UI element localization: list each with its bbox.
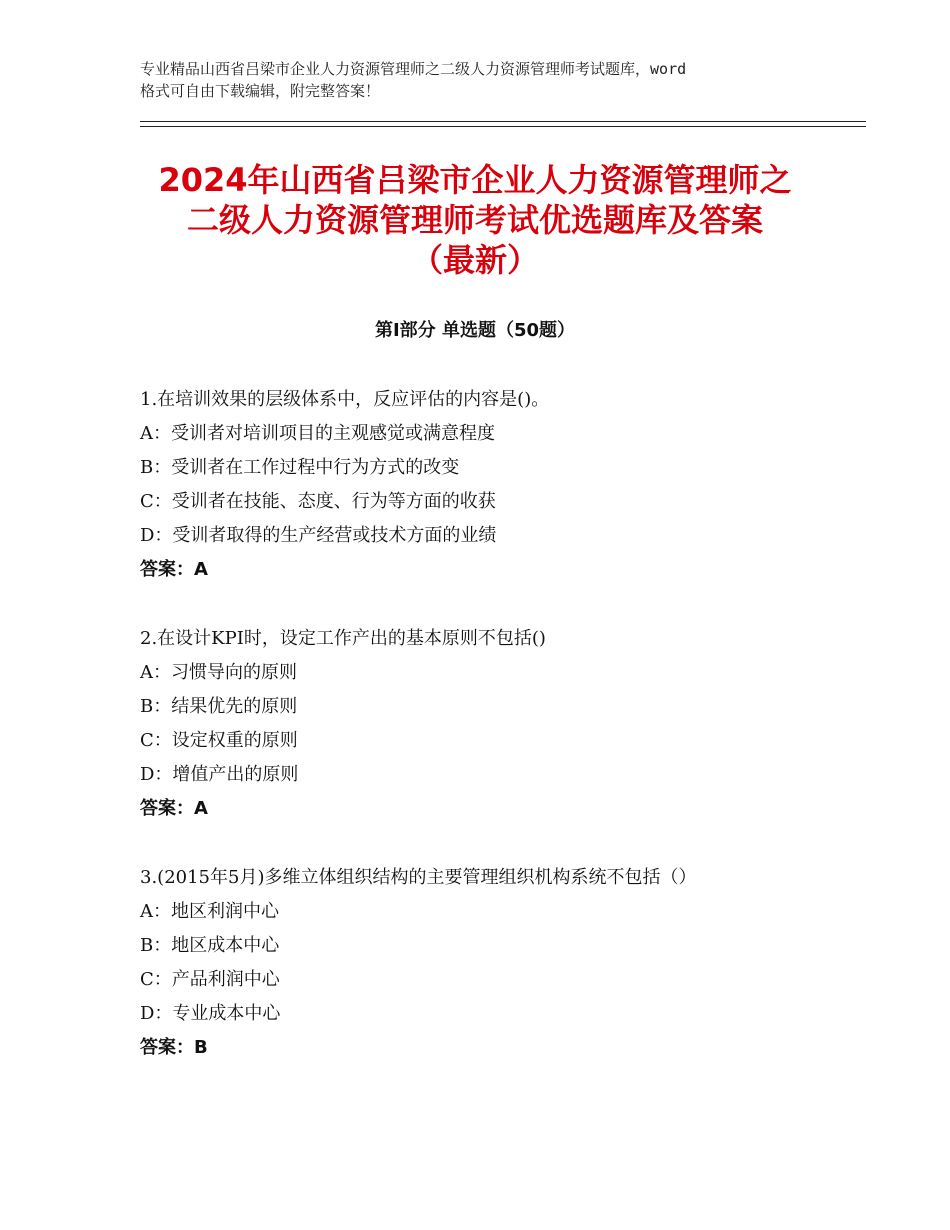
option-b: B：受训者在工作过程中行为方式的改变 <box>140 457 460 478</box>
header-divider-bottom <box>140 126 866 127</box>
option-a: A：地区利润中心 <box>140 901 279 922</box>
option-c: C：产品利润中心 <box>140 969 280 990</box>
option-c: C：设定权重的原则 <box>140 730 298 751</box>
option-b: B：地区成本中心 <box>140 935 280 956</box>
option-d: D：增值产出的原则 <box>140 764 299 785</box>
question-stem: 1.在培训效果的层级体系中，反应评估的内容是()。 <box>140 389 550 410</box>
question-3 <box>140 861 840 1065</box>
document-title-line-2: 二级人力资源管理师考试优选题库及答案 <box>186 201 763 239</box>
answer-line <box>140 792 840 826</box>
question-list <box>140 383 840 1100</box>
answer-line <box>140 553 840 587</box>
option-a: A：习惯导向的原则 <box>140 662 297 683</box>
option-a: A：受训者对培训项目的主观感觉或满意程度 <box>140 423 495 444</box>
answer-value: A <box>194 559 208 580</box>
document-title-line-1: 2024年山西省吕梁市企业人力资源管理师之 <box>158 161 792 199</box>
answer-value: A <box>194 798 208 819</box>
question-2 <box>140 622 840 826</box>
option-d: D：专业成本中心 <box>140 1003 281 1024</box>
answer-value: B <box>194 1037 208 1058</box>
question-stem: 3.(2015年5月)多维立体组织结构的主要管理组织机构系统不包括（） <box>140 867 697 888</box>
header-note <box>140 58 830 102</box>
answer-line <box>140 1031 840 1065</box>
document-title <box>100 160 850 280</box>
option-c: C：受训者在技能、态度、行为等方面的收获 <box>140 491 496 512</box>
header-note-line-1: 专业精品山西省吕梁市企业人力资源管理师之二级人力资源管理师考试题库，word <box>140 60 687 78</box>
header-divider-top <box>140 121 866 122</box>
option-b: B：结果优先的原则 <box>140 696 298 717</box>
answer-label: 答案： <box>140 798 194 819</box>
question-1 <box>140 383 840 587</box>
section-title: 第Ⅰ部分 单选题（50题） <box>374 320 575 341</box>
question-stem: 2.在设计KPI时，设定工作产出的基本原则不包括() <box>140 628 546 649</box>
answer-label: 答案： <box>140 559 194 580</box>
option-d: D：受训者取得的生产经营或技术方面的业绩 <box>140 525 497 546</box>
document-title-line-3: （最新） <box>410 241 539 279</box>
header-note-line-2: 格式可自由下载编辑，附完整答案！ <box>140 82 381 100</box>
answer-label: 答案： <box>140 1037 194 1058</box>
